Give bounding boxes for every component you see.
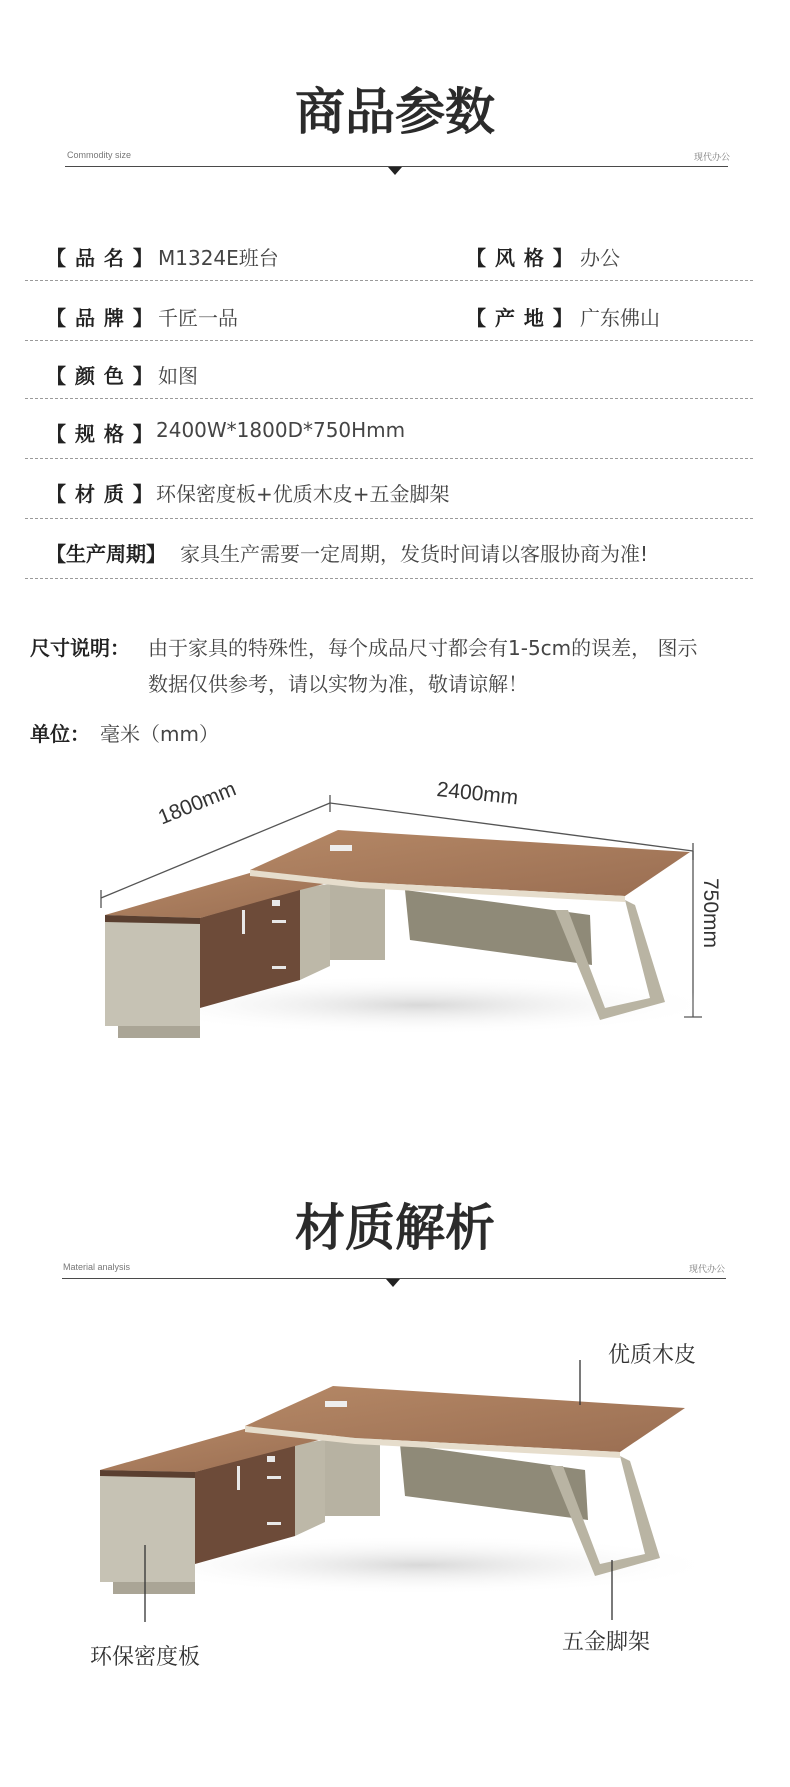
param-value-name: M1324E班台 xyxy=(158,246,279,270)
param-label-brand: 【 品 牌 】 xyxy=(46,306,154,330)
return-support xyxy=(330,880,385,960)
down-arrow-icon xyxy=(388,167,402,175)
cabinet-base xyxy=(113,1582,195,1594)
param-value-origin: 广东佛山 xyxy=(580,306,660,330)
down-arrow-icon xyxy=(386,1279,400,1287)
dimension-width: 2400mm xyxy=(435,778,520,810)
param-label-spec: 【 规 格 】 xyxy=(46,422,154,446)
section-subtitle-cn: 现代办公 xyxy=(693,152,730,162)
param-value-production: 家具生产需要一定周期，发货时间请以客服协商为准! xyxy=(180,542,649,566)
param-value-style: 办公 xyxy=(580,246,620,270)
return-support xyxy=(325,1436,380,1516)
size-note-line2: 数据仅供参考，请以实物为准，敬请谅解！ xyxy=(148,672,528,696)
section-subtitle-en: Material analysis xyxy=(63,1262,131,1272)
param-value-color: 如图 xyxy=(158,364,198,388)
callout-frame: 五金脚架 xyxy=(562,1630,651,1655)
param-label-material: 【 材 质 】 xyxy=(46,482,154,506)
row-divider xyxy=(25,578,753,579)
size-note-line1: 由于家具的特殊性，每个成品尺寸都会有1-5cm的误差， 图示 xyxy=(148,636,698,660)
row-divider xyxy=(25,280,753,281)
cable-grommet xyxy=(325,1401,347,1407)
callout-board: 环保密度板 xyxy=(90,1645,201,1670)
section-subtitle-en: Commodity size xyxy=(67,150,132,160)
param-label-color: 【 颜 色 】 xyxy=(46,364,154,388)
callout-veneer: 优质木皮 xyxy=(608,1343,697,1368)
param-label-production: 【生产周期】 xyxy=(46,542,166,566)
cabinet-front xyxy=(105,918,200,1026)
unit-label: 单位： xyxy=(30,722,90,746)
desk-material-illustration xyxy=(0,1360,790,1660)
cable-grommet xyxy=(330,845,352,851)
dimension-depth: 1800mm xyxy=(155,777,240,830)
row-divider xyxy=(25,458,753,459)
cabinet-open-shelf xyxy=(300,884,330,980)
section-title-params: 商品参数 xyxy=(295,83,495,141)
row-divider xyxy=(25,340,753,341)
row-divider xyxy=(25,518,753,519)
size-note-label: 尺寸说明： xyxy=(30,636,130,660)
cabinet-base xyxy=(118,1026,200,1038)
section-title-material: 材质解析 xyxy=(295,1199,495,1257)
cabinet-front xyxy=(100,1472,195,1582)
cabinet-open-shelf xyxy=(295,1440,325,1536)
param-label-style: 【 风 格 】 xyxy=(466,246,574,270)
param-value-brand: 千匠一品 xyxy=(158,306,238,330)
param-value-spec: 2400W*1800D*750Hmm xyxy=(156,418,406,442)
section-subtitle-cn: 现代办公 xyxy=(688,1264,725,1274)
param-label-origin: 【 产 地 】 xyxy=(466,306,574,330)
desk-dimension-illustration xyxy=(0,770,790,1070)
param-label-name: 【 品 名 】 xyxy=(46,246,154,270)
unit-value: 毫米（mm） xyxy=(100,722,219,746)
param-value-material: 环保密度板+优质木皮+五金脚架 xyxy=(156,482,450,506)
dimension-height: 750mm xyxy=(699,878,722,949)
row-divider xyxy=(25,398,753,399)
